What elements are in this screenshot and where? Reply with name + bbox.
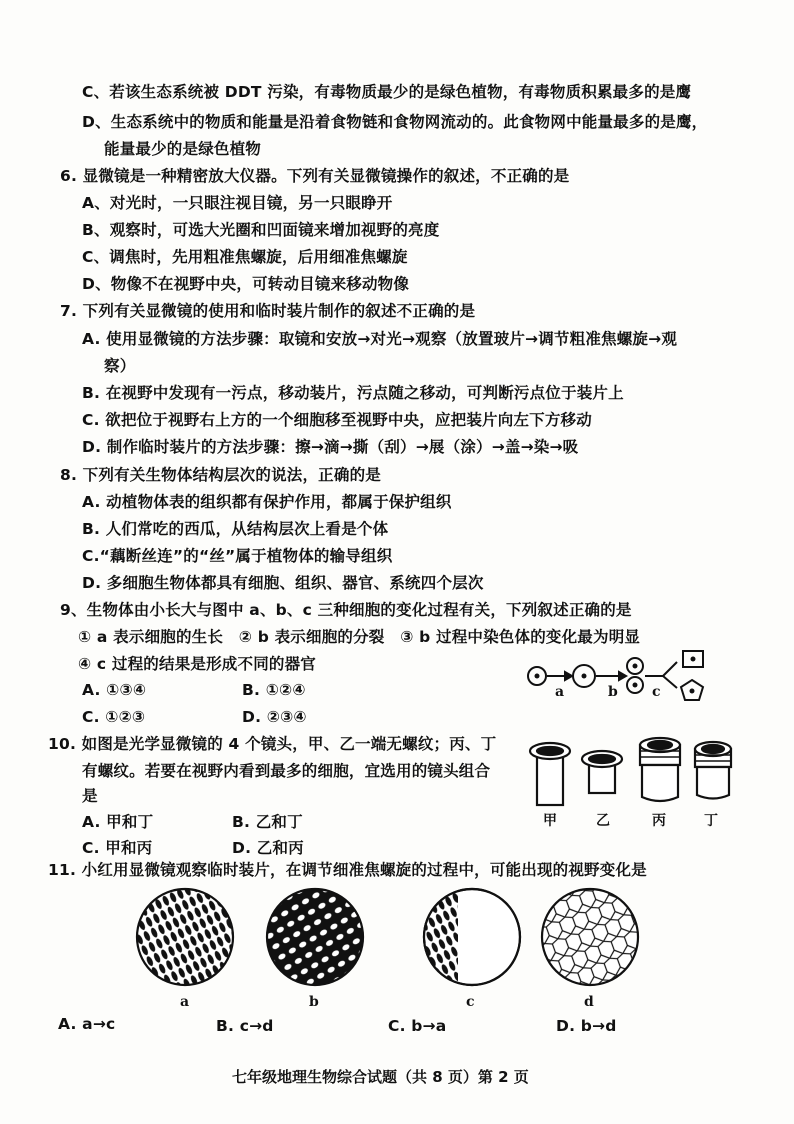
q5-option-c: C、若该生态系统被 DDT 污染，有毒物质最少的是绿色植物，有毒物质积累最多的是鹰 bbox=[82, 83, 692, 101]
page-footer: 七年级地理生物综合试题（共 8 页）第 2 页 bbox=[232, 1068, 529, 1086]
q10-stem-line3: 是 bbox=[82, 787, 98, 805]
q9-option-c: C. ①②③ bbox=[82, 708, 146, 726]
view-label-b: b bbox=[309, 994, 319, 1010]
q9-statements-2: ④ c 过程的结果是形成不同的器官 bbox=[78, 655, 317, 673]
q10-stem-line1: 10. 如图是光学显微镜的 4 个镜头，甲、乙一端无螺纹；丙、丁 bbox=[48, 735, 497, 753]
q7-option-a-line2: 察） bbox=[104, 357, 136, 375]
view-label-a: a bbox=[180, 994, 190, 1010]
q10-stem-line2: 有螺纹。若要在视野内看到最多的细胞，宜选用的镜头组合 bbox=[82, 762, 491, 780]
lens-label-ding: 丁 bbox=[704, 813, 718, 829]
q11-option-b: B. c→d bbox=[216, 1017, 274, 1035]
cell-label-b: b bbox=[608, 684, 618, 700]
q9-option-a: A. ①③④ bbox=[82, 681, 147, 699]
q11-option-a: A. a→c bbox=[58, 1015, 116, 1033]
q8-stem: 8. 下列有关生物体结构层次的说法，正确的是 bbox=[60, 466, 381, 484]
q6-option-b: B、观察时，可选大光圈和凹面镜来增加视野的亮度 bbox=[82, 221, 440, 239]
lens-label-bing: 丙 bbox=[652, 813, 666, 829]
q7-stem: 7. 下列有关显微镜的使用和临时装片制作的叙述不正确的是 bbox=[60, 302, 476, 320]
q6-option-a: A、对光时，一只眼注视目镜，另一只眼睁开 bbox=[82, 194, 393, 212]
q9-statements-1: ① a 表示细胞的生长 ② b 表示细胞的分裂 ③ b 过程中染色体的变化最为明显 bbox=[78, 628, 641, 646]
q10-option-c: C. 甲和丙 bbox=[82, 839, 153, 857]
q11-option-d: D. b→d bbox=[556, 1017, 617, 1035]
q7-option-b: B. 在视野中发现有一污点，移动装片，污点随之移动，可判断污点位于装片上 bbox=[82, 384, 624, 402]
q8-option-d: D. 多细胞生物体都具有细胞、组织、器官、系统四个层次 bbox=[82, 574, 484, 592]
q8-option-c: C.“藕断丝连”的“丝”属于植物体的输导组织 bbox=[82, 547, 393, 565]
q9-option-b: B. ①②④ bbox=[242, 681, 306, 699]
q8-option-b: B. 人们常吃的西瓜，从结构层次上看是个体 bbox=[82, 520, 389, 538]
lens-label-yi: 乙 bbox=[596, 813, 610, 829]
q10-option-a: A. 甲和丁 bbox=[82, 813, 154, 831]
q11-option-c: C. b→a bbox=[388, 1017, 447, 1035]
q6-stem: 6. 显微镜是一种精密放大仪器。下列有关显微镜操作的叙述，不正确的是 bbox=[60, 167, 570, 185]
q7-option-c: C. 欲把位于视野右上方的一个细胞移至视野中央，应把装片向左下方移动 bbox=[82, 411, 592, 429]
lens-diagram bbox=[525, 735, 735, 807]
q6-option-d: D、物像不在视野中央，可转动目镜来移动物像 bbox=[82, 275, 410, 293]
q7-option-a-line1: A. 使用显微镜的方法步骤：取镜和安放→对光→观察（放置玻片→调节粗准焦螺旋→观 bbox=[82, 330, 678, 348]
cell-label-c: c bbox=[652, 684, 661, 700]
q7-option-d: D. 制作临时装片的方法步骤：擦→滴→撕（刮）→展（涂）→盖→染→吸 bbox=[82, 438, 579, 456]
q5-option-d-line1: D、生态系统中的物质和能量是沿着食物链和食物网流动的。此食物网中能量最多的是鹰， bbox=[82, 113, 708, 131]
lens-label-jia: 甲 bbox=[543, 813, 557, 829]
q5-option-d-line2: 能量最少的是绿色植物 bbox=[104, 140, 262, 158]
q8-option-a: A. 动植物体表的组织都有保护作用，都属于保护组织 bbox=[82, 493, 452, 511]
q6-option-c: C、调焦时，先用粗准焦螺旋，后用细准焦螺旋 bbox=[82, 248, 408, 266]
q10-option-b: B. 乙和丁 bbox=[232, 813, 303, 831]
cell-label-a: a bbox=[555, 684, 565, 700]
q10-option-d: D. 乙和丙 bbox=[232, 839, 304, 857]
microscope-views bbox=[135, 882, 645, 992]
q9-option-d: D. ②③④ bbox=[242, 708, 307, 726]
view-label-d: d bbox=[584, 994, 594, 1010]
view-label-c: c bbox=[466, 994, 475, 1010]
q9-stem: 9、生物体由小长大与图中 a、b、c 三种细胞的变化过程有关，下列叙述正确的是 bbox=[60, 601, 632, 619]
q11-stem: 11. 小红用显微镜观察临时装片，在调节细准焦螺旋的过程中，可能出现的视野变化是 bbox=[48, 861, 647, 879]
